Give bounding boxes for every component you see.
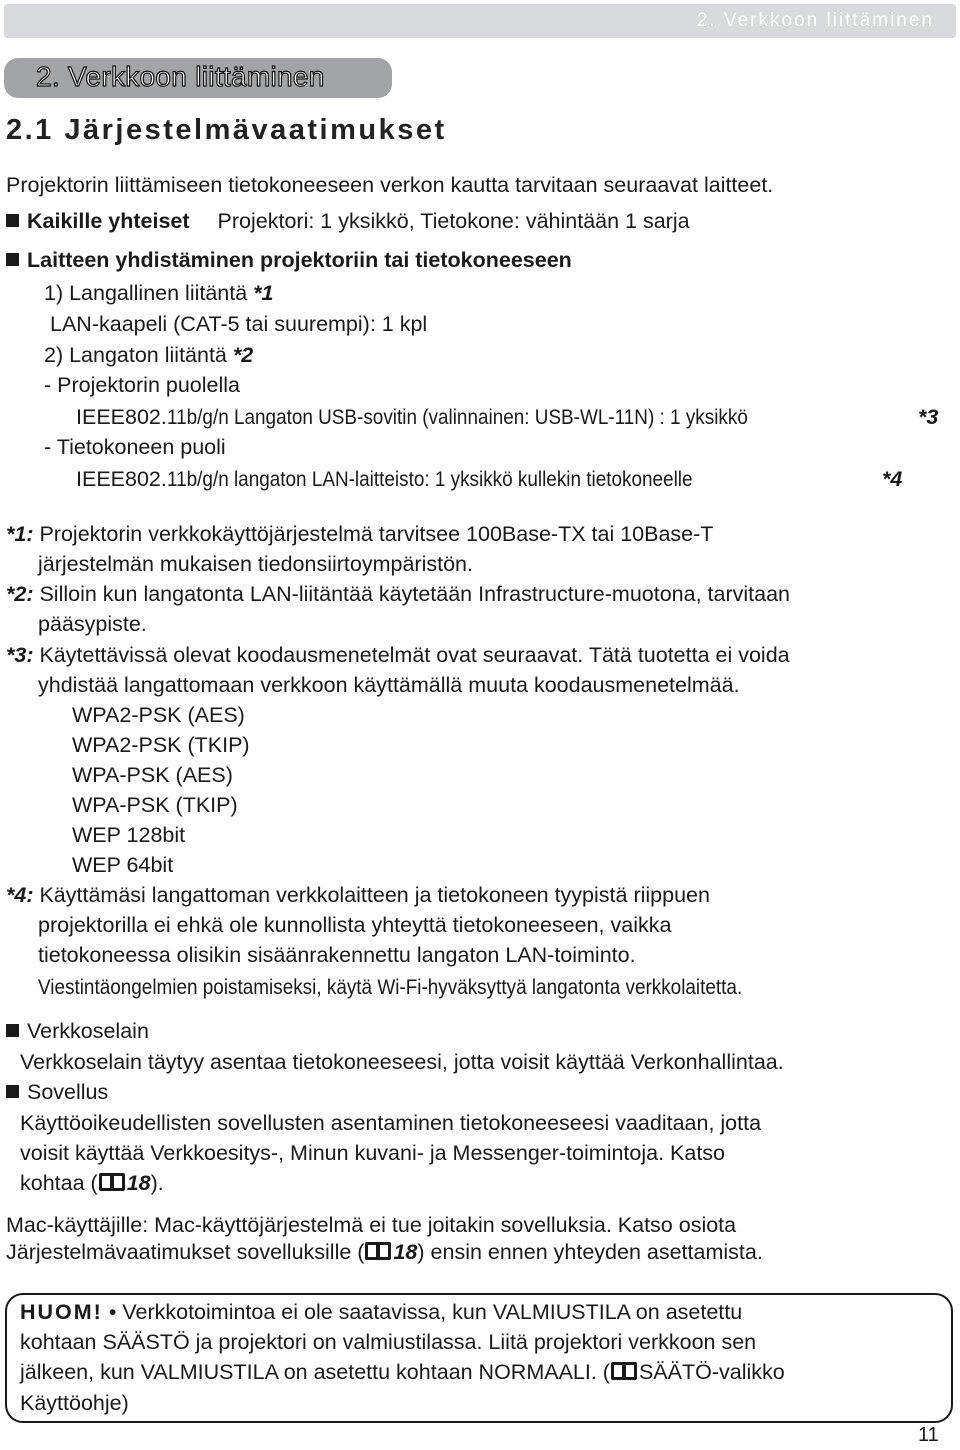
projector-side: - Projektorin puolella	[44, 373, 240, 397]
computer-requirement: IEEE802.11b/g/n langaton LAN-laitteisto: 1 yksikkö kullekin tietokoneelle	[76, 467, 693, 491]
chapter-tab-title: 2. Verkkoon liittäminen	[36, 61, 325, 92]
note-1-line1: *1: Projektorin verkkokäyttöjärjestelmä tarvitsee 100Base-TX tai 10Base-T	[6, 522, 714, 546]
page-number: 11	[918, 1424, 939, 1446]
note-label: HUOM!	[20, 1300, 103, 1324]
encryption-method: WPA2-PSK (TKIP)	[72, 733, 250, 757]
intro-text: Projektorin liittämiseen tietokoneeseen verkon kautta tarvitaan seuraavat laitteet.	[6, 173, 774, 197]
application-line3: kohtaa ( 18).	[20, 1171, 164, 1195]
running-header-bar	[4, 4, 956, 38]
note-3-line2: yhdistää langattomaan verkkoon käyttämällä muuta koodausmenetelmää.	[38, 673, 740, 697]
computer-side: - Tietokoneen puoli	[44, 435, 226, 459]
wireless-connection: 2) Langaton liitäntä *2	[44, 343, 254, 367]
encryption-method: WPA2-PSK (AES)	[72, 703, 245, 727]
bullet-square-icon	[6, 1085, 19, 1098]
browser-heading-line	[6, 1016, 149, 1046]
encryption-method: WEP 128bit	[72, 823, 186, 847]
projector-mark: *3	[918, 405, 939, 429]
common-label: Kaikille yhteiset	[27, 209, 190, 233]
manual-book-icon	[364, 1241, 392, 1261]
chapter-tab	[4, 58, 392, 98]
common-text: Projektori: 1 yksikkö, Tietokone: vähintään 1 sarja	[217, 209, 690, 233]
bullet-square-icon	[6, 1024, 19, 1037]
note-3-line1: *3: Käytettävissä olevat koodausmenetelmät ovat seuraavat. Tätä tuotetta ei voida	[6, 643, 790, 667]
section-title: 2.1 Järjestelmävaatimukset	[6, 114, 447, 146]
note-4-line2: projektorilla ei ehkä ole kunnollista yhteyttä tietokoneeseen, vaikka	[38, 913, 672, 937]
menu-reference-link[interactable]: SÄÄTÖ-valikko	[638, 1360, 785, 1384]
manual-book-icon	[610, 1361, 638, 1381]
note-1-line2: järjestelmän mukaisen tiedonsiirtoympäristön.	[38, 552, 473, 576]
common-requirements	[6, 206, 690, 236]
application-line1: Käyttöoikeudellisten sovellusten asentaminen tietokoneeseesi vaaditaan, jotta	[20, 1111, 762, 1135]
mac-line2: Järjestelmävaatimukset sovelluksille ( 18) ensin ennen yhteyden asettamista.	[6, 1240, 763, 1264]
note-2-line2: pääsypiste.	[38, 612, 147, 636]
page-reference-link[interactable]: 18	[393, 1240, 418, 1264]
note-4-line4: Viestintäongelmien poistamiseksi, käytä Wi-Fi-hyväksyttyä langatonta verkkolaitetta.	[38, 975, 743, 999]
mac-line1: Mac-käyttäjille: Mac-käyttöjärjestelmä ei tue joitakin sovelluksia. Katso osiota	[6, 1213, 737, 1237]
encryption-method: WPA-PSK (TKIP)	[72, 793, 238, 817]
note-box-line2: kohtaan SÄÄSTÖ ja projektori on valmiustilassa. Liitä projektori verkkoon sen	[20, 1330, 757, 1354]
projector-requirement: IEEE802.11b/g/n Langaton USB-sovitin (valinnainen: USB-WL-11N) : 1 yksikkö	[76, 405, 748, 429]
application-heading: Sovellus	[27, 1080, 109, 1104]
note-4-line3: tietokoneessa olisikin sisäänrakennettu langaton LAN-toiminto.	[38, 943, 636, 967]
browser-heading: Verkkoselain	[27, 1019, 149, 1043]
page-reference-link[interactable]: 18	[126, 1171, 151, 1195]
wired-connection: 1) Langallinen liitäntä *1	[44, 281, 274, 305]
note-2-line1: *2: Silloin kun langatonta LAN-liitäntää käytetään Infrastructure-muotona, tarvitaan	[6, 582, 791, 606]
connection-heading: Laitteen yhdistäminen projektoriin tai tietokoneeseen	[27, 248, 572, 272]
manual-book-icon	[98, 1172, 126, 1192]
encryption-method: WPA-PSK (AES)	[72, 763, 233, 787]
note-box-line3: jälkeen, kun VALMIUSTILA on asetettu kohtaan NORMAALI. ( SÄÄTÖ-valikko	[20, 1360, 785, 1384]
note-4-line1: *4: Käyttämäsi langattoman verkkolaitteen ja tietokoneen tyypistä riippuen	[6, 883, 710, 907]
encryption-method: WEP 64bit	[72, 853, 174, 877]
bullet-square-icon	[6, 253, 19, 266]
application-line2: voisit käyttää Verkkoesitys-, Minun kuvani- ja Messenger-toimintoja. Katso	[20, 1141, 726, 1165]
running-header-title: 2. Verkkoon liittäminen	[696, 10, 934, 31]
application-heading-line	[6, 1077, 108, 1107]
bullet-square-icon	[6, 214, 19, 227]
wired-cable: LAN-kaapeli (CAT-5 tai suurempi): 1 kpl	[50, 312, 428, 336]
browser-text: Verkkoselain täytyy asentaa tietokoneeseesi, jotta voisit käyttää Verkonhallintaa.	[20, 1050, 784, 1074]
note-box-line1: HUOM! • Verkkotoimintoa ei ole saatavissa, kun VALMIUSTILA on asetettu	[20, 1300, 743, 1324]
note-box-line4: Käyttöohje)	[20, 1391, 129, 1415]
connection-heading-line	[6, 245, 572, 275]
computer-mark: *4	[882, 467, 903, 491]
